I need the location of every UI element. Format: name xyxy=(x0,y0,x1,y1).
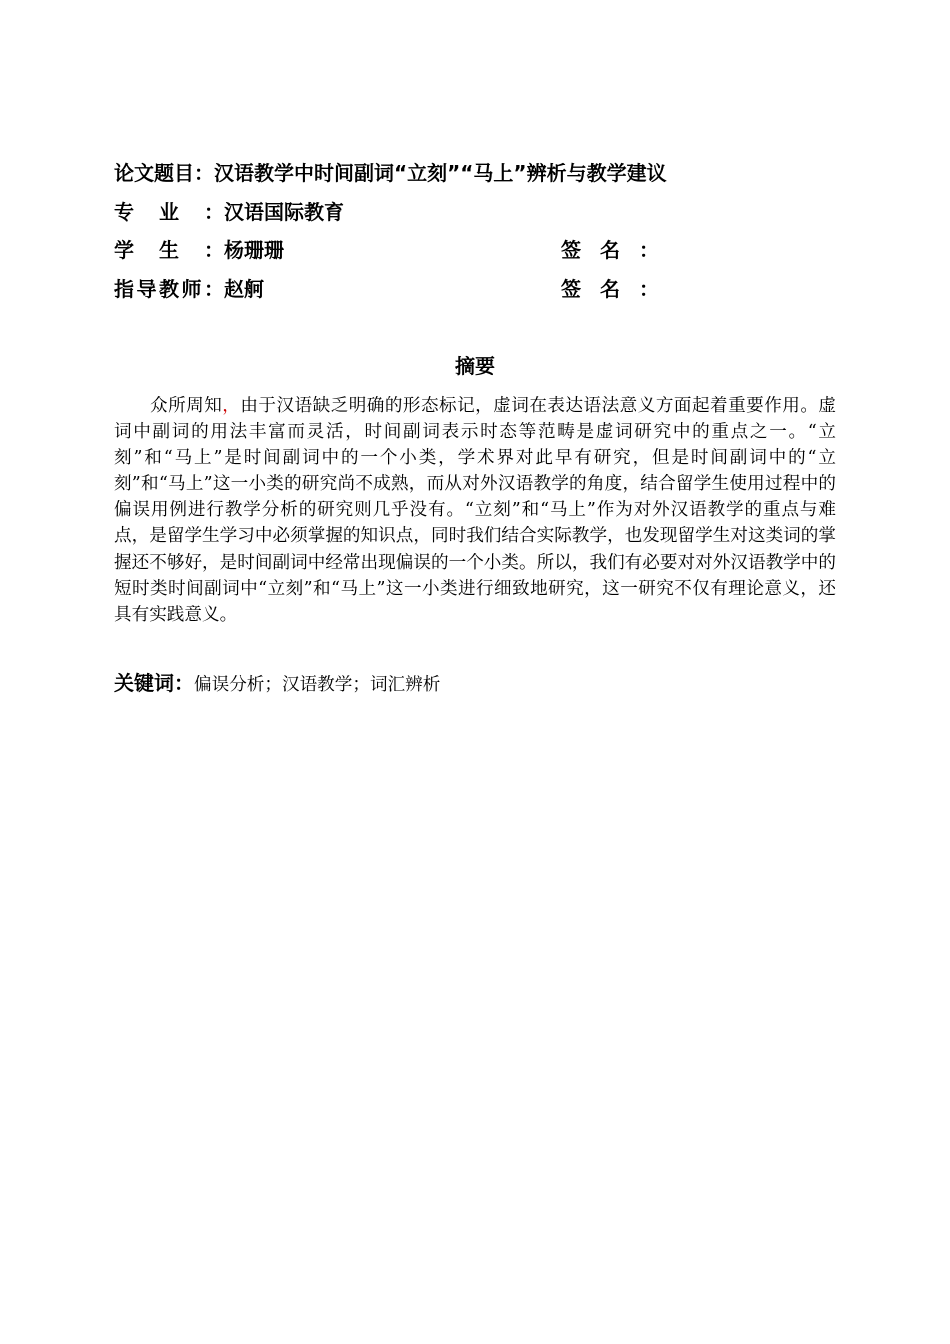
student-row xyxy=(114,235,284,265)
student-signature-label: 签名： xyxy=(561,238,659,262)
advisor-row xyxy=(114,274,264,304)
student-signature xyxy=(561,235,659,265)
thesis-title-label: 论文题目： xyxy=(114,161,214,185)
keywords-value: 偏误分析；汉语教学；词汇辨析 xyxy=(194,675,441,695)
abstract-body-start: 众所周知 xyxy=(150,396,223,416)
advisor-signature xyxy=(561,274,659,304)
abstract-body xyxy=(114,393,836,628)
major-label: 专业： xyxy=(114,200,224,224)
major-value: 汉语国际教育 xyxy=(224,200,344,224)
keywords-label: 关键词： xyxy=(114,671,194,695)
abstract-body-rest: 由于汉语缺乏明确的形态标记，虚词在表达语法意义方面起着重要作用。虚词中副词的用法丰富而灵活，时间副词表示时态等范畴是虚词研究中的重点之一。“立刻”和“马上”是时间副词中的一个小类，学术界对此早有研究，但是时间副词中的“立刻”和“马上”这一小类的研究尚不成熟，而从对外汉语教学的角度，结合留学生使用过程中的偏误用例进行教学分析的研究则几乎没有。“立刻”和“马上”作为对外汉语教学的重点与难点，是留学生学习中必须掌握的知识点，同时我们结合实际教学，也发现留学生对这类词的掌握还不够好，是时间副词中经常出现偏误的一个小类。所以，我们有必要对对外汉语教学中的短时类时间副词中“立刻”和“马上”这一小类进行细致地研究，这一研究不仅有理论意义，还具有实践意义。 xyxy=(114,396,836,625)
advisor-value: 赵舸 xyxy=(224,277,264,301)
student-value: 杨珊珊 xyxy=(224,238,284,262)
major-row xyxy=(114,197,344,227)
thesis-title-row xyxy=(114,158,667,188)
abstract-red-comma: ， xyxy=(222,396,241,416)
advisor-label: 指导教师： xyxy=(114,277,224,301)
student-label: 学生： xyxy=(114,238,224,262)
abstract-heading: 摘要 xyxy=(455,354,495,378)
keywords-row xyxy=(114,668,440,698)
advisor-signature-label: 签名： xyxy=(561,277,659,301)
thesis-title-value: 汉语教学中时间副词“立刻”“马上”辨析与教学建议 xyxy=(214,161,667,185)
